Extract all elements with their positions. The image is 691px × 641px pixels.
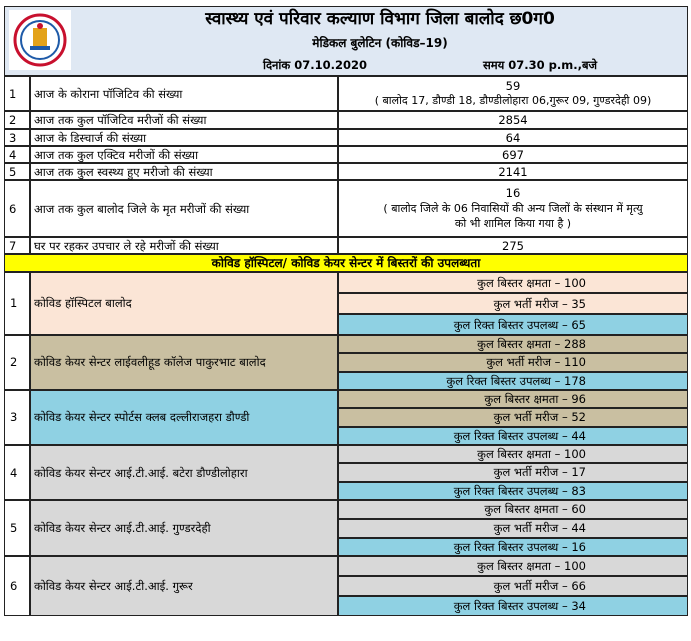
- row-label: आज तक कुल एक्टिव मरीजों की संख्या: [34, 148, 199, 162]
- facility-stat-available: कुल रिक्त बिस्तर उपलब्ध – 16: [453, 540, 586, 554]
- page-subtitle: मेडिकल बुलेटिन (कोविड–19): [312, 36, 448, 50]
- facility-stat-admitted: कुल भर्ती मरीज – 17: [493, 465, 586, 479]
- row-number: 5: [9, 165, 17, 179]
- facility-name: कोविड केयर सेन्टर आई.टी.आई. बटेरा डौण्डीलोहारा: [34, 466, 248, 480]
- facility-name: कोविड केयर सेन्टर स्पोर्टस क्लब दल्लीराजहरा डौण्डी: [34, 410, 250, 424]
- row-number: 7: [9, 239, 17, 253]
- row-value: 16: [505, 186, 521, 200]
- page-title: स्वास्थ्य एवं परिवार कल्याण विभाग जिला बालोद छ0ग0: [205, 9, 555, 29]
- row-value: 2854: [498, 113, 528, 127]
- facility-stat-admitted: कुल भर्ती मरीज – 44: [493, 521, 586, 535]
- row-label: आज के कोराना पॉजिटिव की संख्या: [34, 87, 183, 101]
- facility-name: कोविड हॉस्पिटल बालोद: [34, 296, 132, 310]
- facility-name: कोविड केयर सेन्टर लाईवलीहूड कॉलेज पाकुरभाट बालोद: [34, 355, 266, 369]
- row-number: 6: [9, 202, 17, 216]
- row-value: 59: [505, 79, 521, 93]
- facility-stat-available: कुल रिक्त बिस्तर उपलब्ध – 65: [453, 318, 586, 332]
- row-number: 3: [9, 131, 17, 145]
- row-number: 1: [9, 87, 17, 101]
- facility-stat-available: कुल रिक्त बिस्तर उपलब्ध – 44: [453, 429, 586, 443]
- row-note: ( बालोद 17, डौण्डी 18, डौण्डीलोहारा 06,गुरूर 09, गुण्डरदेही 09): [374, 94, 652, 107]
- facility-stat-admitted: कुल भर्ती मरीज – 66: [493, 579, 586, 593]
- row-note: को भी शामिल किया गया है ): [454, 217, 572, 230]
- bulletin-date: दिनांक 07.10.2020: [262, 58, 368, 72]
- row-number-cell: [4, 129, 30, 146]
- row-label: आज तक कुल बालोद जिले के मृत मरीजों की संख्या: [34, 202, 250, 216]
- facility-stat-available: कुल रिक्त बिस्तर उपलब्ध – 178: [446, 374, 586, 388]
- facility-number: 6: [10, 579, 18, 593]
- row-value: 275: [502, 239, 524, 253]
- facility-number: 3: [10, 410, 18, 424]
- facility-stat-capacity: कुल बिस्तर क्षमता – 100: [477, 276, 586, 290]
- row-number-cell: [4, 111, 30, 129]
- row-value: 697: [502, 148, 524, 162]
- facility-stat-admitted: कुल भर्ती मरीज – 52: [493, 410, 586, 424]
- facility-name: कोविड केयर सेन्टर आई.टी.आई. गुरूर: [34, 579, 193, 593]
- bulletin-time: समय 07.30 p.m.,बजे: [482, 58, 598, 72]
- row-label: आज तक कुल स्वस्थ्य हुए मरीजो की संख्या: [34, 165, 213, 179]
- facility-stat-capacity: कुल बिस्तर क्षमता – 96: [484, 392, 586, 406]
- row-note: ( बालोद जिले के 06 निवासियों की अन्य जिलों के संस्थान में मृत्यु: [383, 202, 643, 215]
- facility-number: 2: [10, 355, 18, 369]
- row-label: आज के डिस्चार्ज की संख्या: [34, 131, 147, 145]
- facility-stat-capacity: कुल बिस्तर क्षमता – 100: [477, 447, 586, 461]
- facility-stat-available: कुल रिक्त बिस्तर उपलब्ध – 83: [453, 484, 586, 498]
- facility-name: कोविड केयर सेन्टर आई.टी.आई. गुण्डरदेही: [34, 521, 211, 535]
- emblem-logo: [9, 10, 71, 70]
- row-number-cell: [4, 146, 30, 163]
- row-number-cell: [4, 180, 30, 237]
- facility-stat-capacity: कुल बिस्तर क्षमता – 60: [484, 502, 586, 516]
- row-number-cell: [4, 76, 30, 111]
- facility-stat-admitted: कुल भर्ती मरीज – 35: [493, 297, 586, 311]
- section-title: कोविड हॉस्पिटल/ कोविड केयर सेन्टर में बिस्तरों की उपलब्धता: [211, 256, 481, 270]
- facility-stat-admitted: कुल भर्ती मरीज – 110: [486, 355, 586, 369]
- row-label: आज तक कुल पॉजिटिव मरीजों की संख्या: [34, 113, 207, 127]
- row-value: 64: [505, 131, 521, 145]
- row-number: 2: [9, 113, 17, 127]
- row-label: घर पर रहकर उपचार ले रहे मरीजों की संख्या: [34, 239, 219, 253]
- row-number-cell: [4, 237, 30, 254]
- facility-number: 5: [10, 521, 18, 535]
- facility-number: 4: [10, 466, 18, 480]
- row-number-cell: [4, 163, 30, 180]
- facility-number: 1: [10, 296, 18, 310]
- facility-stat-capacity: कुल बिस्तर क्षमता – 288: [477, 337, 586, 351]
- row-number: 4: [9, 148, 17, 162]
- facility-stat-capacity: कुल बिस्तर क्षमता – 100: [477, 559, 586, 573]
- facility-stat-available: कुल रिक्त बिस्तर उपलब्ध – 34: [453, 599, 586, 613]
- row-value: 2141: [498, 165, 528, 179]
